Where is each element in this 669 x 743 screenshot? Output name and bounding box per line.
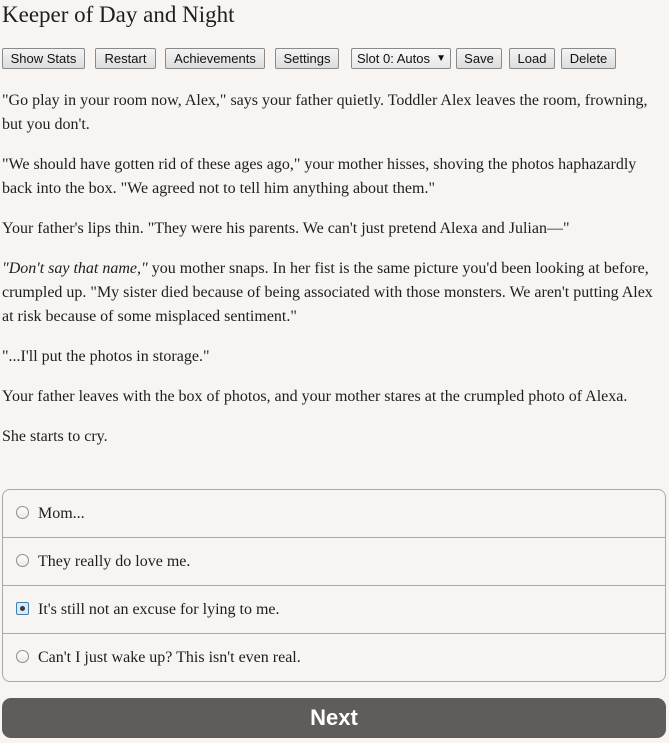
load-button[interactable]: Load [509, 48, 555, 69]
toolbar [2, 48, 662, 70]
restart-button[interactable]: Restart [95, 48, 156, 69]
story-text [2, 89, 666, 465]
story-paragraph: Your father leaves with the box of photos, and your mother stares at the crumpled photo of Alexa. [2, 388, 628, 405]
delete-button[interactable]: Delete [561, 48, 616, 69]
achievements-button[interactable]: Achievements [165, 48, 265, 69]
show-stats-button[interactable]: Show Stats [2, 48, 85, 69]
save-slot-select[interactable] [351, 48, 451, 69]
choice-label: Can't I just wake up? This isn't even real. [38, 649, 301, 666]
choice-option-they-love-me[interactable] [3, 538, 665, 586]
choice-label: Mom... [38, 505, 85, 522]
next-button[interactable]: Next [2, 698, 666, 738]
choice-option-mom[interactable] [3, 490, 665, 538]
choice-option-wake-up[interactable] [3, 634, 665, 682]
story-paragraph: "We should have gotten rid of these ages ago," your mother hisses, shoving the photos haphazardly back into the box. "We agreed not to tell him anything about them." [2, 156, 637, 197]
story-italic-quote: "Don't say that name," [2, 260, 148, 277]
story-paragraph: Your father's lips thin. "They were his parents. We can't just pretend Alexa and Julian—" [2, 220, 570, 237]
choice-list [2, 489, 666, 682]
story-paragraph: "Go play in your room now, Alex," says your father quietly. Toddler Alex leaves the room, frowning, but you don't. [2, 92, 648, 133]
radio-button[interactable] [16, 650, 29, 663]
choice-label: It's still not an excuse for lying to me. [38, 601, 280, 618]
save-slot-value: Slot 0: Autos [357, 51, 430, 66]
story-paragraph-rest: you mother snaps. In her fist is the same picture you'd been looking at before, crumpled up. "My sister died because of being associated with those monsters. We aren't putting Alex at risk because of some misplaced sentiment." [2, 260, 653, 325]
choice-label: They really do love me. [38, 553, 191, 570]
radio-button[interactable] [16, 554, 29, 567]
save-button[interactable]: Save [456, 48, 502, 69]
game-title: Keeper of Day and Night [2, 2, 235, 27]
radio-button-selected[interactable] [16, 602, 29, 615]
settings-button[interactable]: Settings [275, 48, 339, 69]
choice-option-not-an-excuse[interactable] [3, 586, 665, 634]
story-paragraph: She starts to cry. [2, 428, 108, 445]
story-paragraph [2, 257, 666, 329]
story-paragraph: "...I'll put the photos in storage." [2, 348, 210, 365]
dropdown-arrow-icon: ▼ [436, 53, 446, 64]
radio-button[interactable] [16, 506, 29, 519]
